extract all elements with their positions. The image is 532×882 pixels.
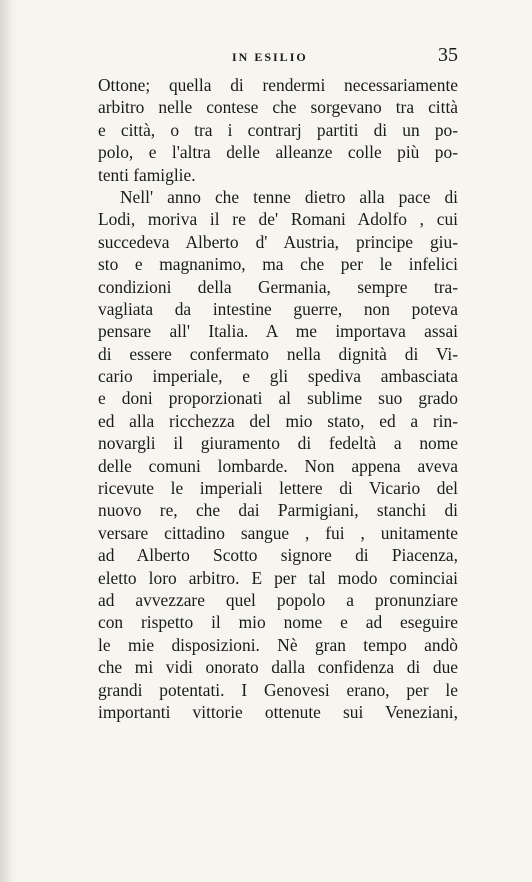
text-line: condizioni della Germania, sempre tra- [98, 276, 458, 297]
text-line: polo, e l'altra delle alleanze colle più po- [98, 142, 458, 163]
page-header [98, 44, 458, 70]
text-line: eletto loro arbitro. E per tal modo cominciai [98, 567, 458, 588]
text-line: con rispetto il mio nome e ad eseguire [98, 612, 458, 633]
text-line: ed alla ricchezza del mio stato, ed a rin- [98, 410, 458, 431]
text-line: grandi potentati. I Genovesi erano, per le [98, 679, 458, 700]
body-text [98, 74, 458, 723]
running-head: IN ESILIO [232, 50, 308, 64]
text-line: di essere confermato nella dignità di Vi- [98, 343, 458, 364]
text-line: importanti vittorie ottenute sui Veneziani, [98, 701, 458, 722]
text-line: delle comuni lombarde. Non appena aveva [98, 455, 458, 476]
text-line: ad avvezzare quel popolo a pronunziare [98, 589, 458, 610]
paragraph-start-line: Nell' anno che tenne dietro alla pace di [120, 186, 458, 207]
text-line: e doni proporzionati al sublime suo grado [98, 388, 458, 409]
text-line: succedeva Alberto d' Austria, principe giu- [98, 231, 458, 252]
text-line: versare cittadino sangue , fui , unitamente [98, 522, 458, 543]
paragraph-end-line: tenti famiglie. [98, 164, 196, 185]
text-line: nuovo re, che dai Parmigiani, stanchi di [98, 500, 458, 521]
text-line: ricevute le imperiali lettere di Vicario del [98, 478, 458, 499]
text-line: sto e magnanimo, ma che per le infelici [98, 254, 458, 275]
text-line: le mie disposizioni. Nè gran tempo andò [98, 634, 458, 655]
text-line: Ottone; quella di rendermi necessariamente [98, 75, 458, 95]
text-line: novargli il giuramento di fedeltà a nome [98, 433, 458, 454]
page-gutter-shadow [0, 0, 18, 882]
text-line: vagliata da intestine guerre, non poteva [98, 298, 458, 319]
text-line: pensare all' Italia. A me importava assai [98, 321, 458, 342]
text-line: che mi vidi onorato dalla confidenza di due [98, 657, 458, 678]
text-line: Lodi, moriva il re de' Romani Adolfo , cui [98, 209, 458, 230]
text-line: ad Alberto Scotto signore di Piacenza, [98, 545, 458, 566]
page-number: 35 [438, 44, 458, 66]
text-line: cario imperiale, e gli spediva ambasciata [98, 366, 458, 387]
text-line: arbitro nelle contese che sorgevano tra città [98, 97, 458, 118]
text-line: e città, o tra i contrarj partiti di un po- [98, 119, 458, 140]
